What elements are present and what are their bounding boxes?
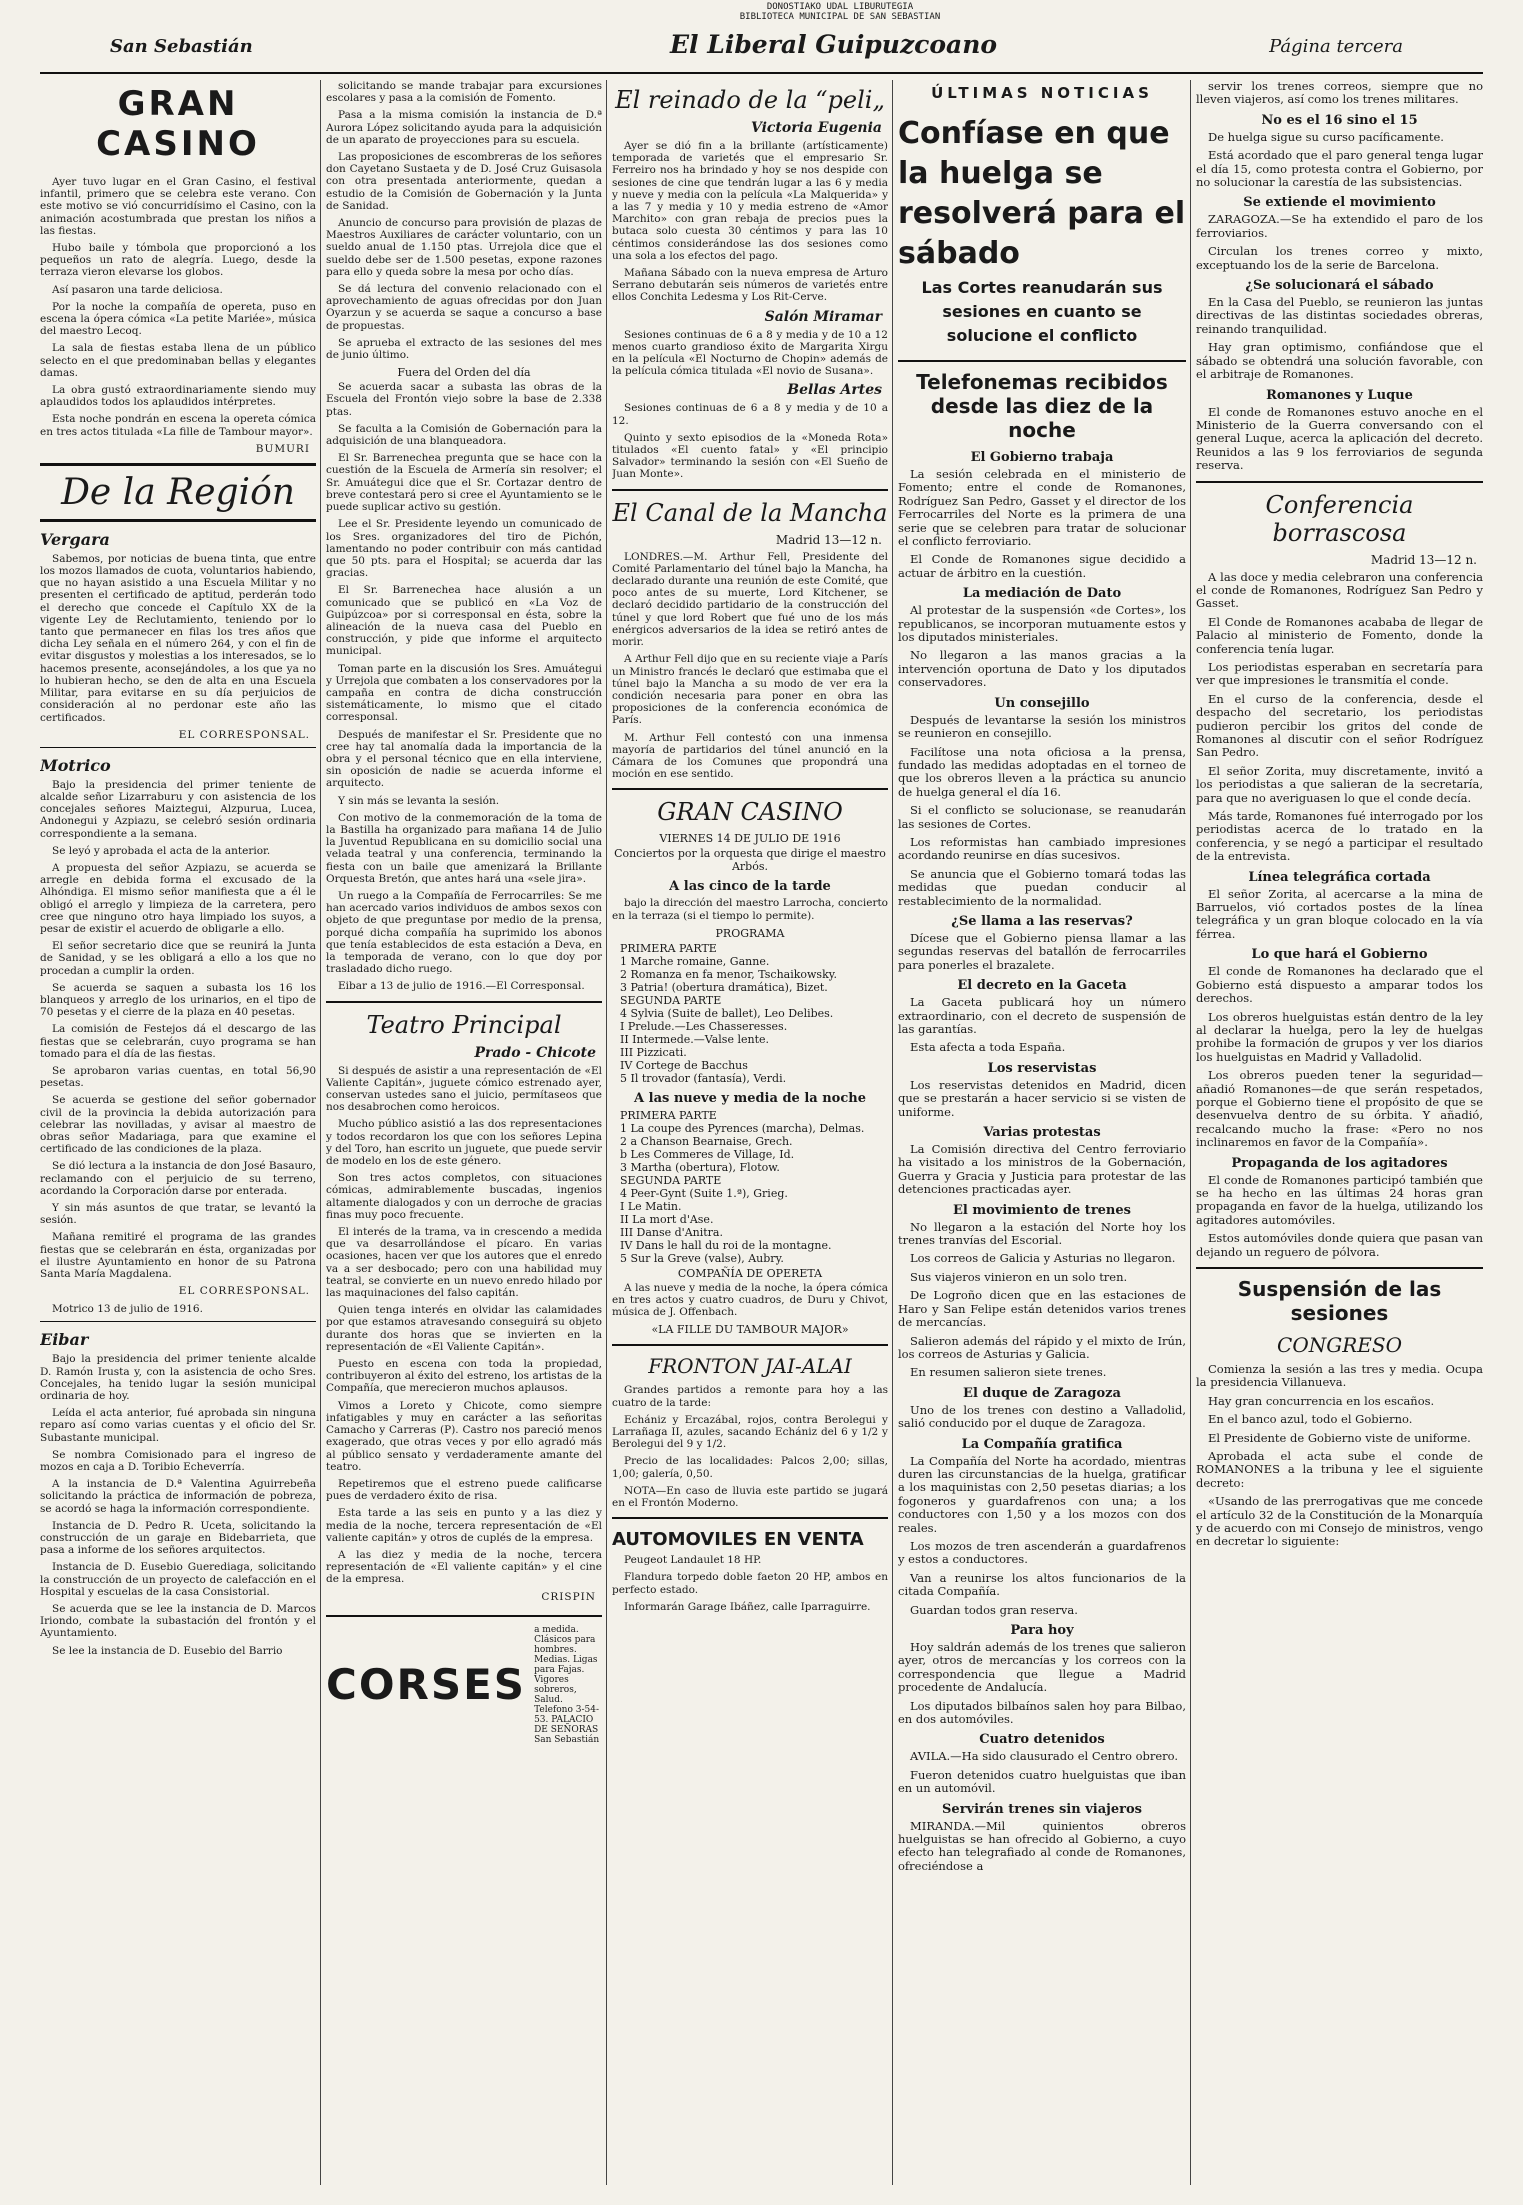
divider bbox=[40, 747, 316, 748]
news-subheading: Para hoy bbox=[1010, 1623, 1074, 1638]
news-subheading: El movimiento de trenes bbox=[953, 1202, 1131, 1218]
conferencia-title: Conferencia borrascosa bbox=[1265, 490, 1414, 547]
news-subheading: No es el 16 sino el 15 bbox=[1261, 112, 1418, 128]
eibar-heading: Eibar bbox=[40, 1330, 89, 1350]
news-paragraph: La Comisión directiva del Centro ferroviario ha visitado a los ministros de la Gobernación, Guerra y Gracia y Justicia para protestar de las detenciones practicadas ayer. bbox=[898, 1142, 1186, 1197]
region-section-title: De la Región bbox=[40, 463, 316, 522]
news-paragraph: Circulan los trenes correo y mixto, exceptuando los de la serie de Barcelona. bbox=[1196, 244, 1483, 272]
news-subheading: ¿Se solucionará el sábado bbox=[1245, 278, 1434, 294]
bellas-artes-heading: Bellas Artes bbox=[787, 382, 882, 399]
news-subheading: El duque de Zaragoza bbox=[963, 1385, 1121, 1401]
news-paragraph: Fueron detenidos cuatro huelguistas que iban en un automóvil. bbox=[898, 1767, 1186, 1796]
divider bbox=[612, 788, 888, 790]
fronton-note: NOTA—En caso de lluvia este partido se jugará en el Frontón Moderno. bbox=[612, 1484, 888, 1509]
news-paragraph: Facilítose una nota oficiosa a la prensa, fundado las medidas adoptadas en el torneo de que los obreros lleven a la práctica su anuncio de huelga general el día 16. bbox=[898, 744, 1186, 799]
news-paragraph: El conde de Romanones estuvo anoche en el Ministerio de la Guerra conversando con el general Luque, acerca la aplicación del decreto. Reunidos a las 9 los ferroviarios de segunda reserva. bbox=[1196, 404, 1483, 473]
news-paragraph: Estos automóviles donde quiera que pasan van dejando un reguero de pólvora. bbox=[1196, 1231, 1483, 1259]
column-divider bbox=[1190, 80, 1191, 2185]
victoria-eugenia-heading: Victoria Eugenia bbox=[750, 120, 882, 136]
news-subheading: La mediación de Dato bbox=[962, 586, 1122, 602]
column-divider bbox=[320, 80, 321, 2185]
dateline: Motrico 13 de julio de 1916. bbox=[52, 1303, 203, 1316]
column-5: servir los trenes correos, siempre que no lleven viajeros, así como los trenes militares. No es el 16 sino el 15 De huelga sigue su curso pacíficamente. Está acordado que el paro general tenga lugar el día 15, como protesta contra el Gobierno, por no solucionar la carestía de las subsistencias. Se extiende el movimiento ZARAGOZA.—Se ha extendido el paro de los ferroviarios. Circulan los trenes correo y mixto, exceptuando los de la serie de Barcelona. ¿Se solucionará el sábado En la Casa del Pueblo, se reunieron las juntas directivas de las distintas sociedades obreras, reinando tranquilidad. Hay gran optimismo, confiándose que el sábado se obtendrá una solución favorable, con el arbitraje de Romanones. Romanones y Luque El conde de Romanones estuvo anoche en el Ministerio de la Guerra conversando con el general Luque, acerca la aplicación del decreto. Reunidos a las 9 los ferroviarios de segunda reserva. Conferencia borrascosa Madrid 13—12 n. A las doce y media celebraron una conferencia el conde de Romanones, Rodríguez San Pedro y Gasset. El Conde de Romanones acababa de llegar de Palacio al ministerio de Fomento, donde la conferencia tenía lugar. Los periodistas esperaban en secretaría para ver que impresiones le transmitía el conde. En el curso de la conferencia, desde el despacho del secretario, los periodistas pudieron percibir los gritos del conde de Romanones al discutir con el señor Rodríguez San Pedro. El señor Zorita, muy discretamente, invitó a los periodistas a que salieran de la secretaría, para que no averiguasen lo que el conde decía. Más tarde, Romanones fué interrogado por los periodistas acerca de lo tratado en la conferencia, y se negó a participar el resultado de la entrevista. Línea telegráfica cortada El señor Zorita, al acercarse a la mina de Barruelos, vió cortados postes de la línea telegráfica y un gran bloque colocado en la vía férrea. Lo que hará el Gobierno El conde de Romanones ha declarado que el Gobierno está dispuesto a amparar todos los derechos. Los obreros huelguistas están dentro de la ley al declarar la huelga, pero la ley de huelgas prohibe la formación de grupos y ver los diarios los huelguistas en Madrid y Valladolid. Los obreros pueden tener la seguridad—añadió Romanones—de que serán respetados, porque el Gobierno tiene el propósito de que se desenvuelva dentro de su órbita. Y añadió, recalcando mucho la frase: «Pero no nos inclinaremos en favor de la Compañía». Propaganda de los agitadores El conde de Romanones participó también que se ha hecho en las últimas 24 horas gran propaganda en favor de la huelga, utilizando los agitadores automóviles. Estos automóviles donde quiera que pasan van dejando un reguero de pólvora. Suspensión de las sesiones CONGRESO Comienza la sesión a las tres y media. Ocupa la presidencia Villanueva. Hay gran concurrencia en los escaños. En el banco azul, todo el Gobierno. El Presidente de Gobierno viste de uniforme. Aprobada el acta sube el conde de ROMANONES a la tribuna y lee el siguiente decreto: «Usando de las prerrogativas que me concede el artículo 32 de la Constitución de la Monarquía y de acuerdo con mi Consejo de ministros, vengo en decretar lo siguiente: bbox=[1196, 80, 1483, 1549]
column-divider bbox=[606, 80, 607, 2185]
vergara-heading: Vergara bbox=[40, 529, 110, 549]
news-paragraph: Los reservistas detenidos en Madrid, dicen que se prestarán a hacer servicio si se visten de uniforme. bbox=[898, 1077, 1186, 1119]
corses-advertisement bbox=[326, 1615, 602, 1745]
news-subheading: Un consejillo bbox=[994, 695, 1090, 711]
news-subheading: Propaganda de los agitadores bbox=[1231, 1155, 1448, 1171]
column-divider bbox=[892, 80, 893, 2185]
column-3: El reinado de la “peli„ Victoria Eugenia Ayer se dió fin a la brillante (artísticamente) temporada de varietés que el empresario Sr. Ferreiro nos ha brindado y hoy se nos despide con sesiones de cine que tendrán lugar a las 6 y media y nueve y media con la película «La Malquerida» y a las 7 y media y 10 y media estreno de «Amor Marchito» con gran rebaja de precios pues la butaca solo cuesta 30 céntimos y para las 10 céntimos considerándose las dos sesiones como una sola a los efectos del pago. Mañana Sábado con la nueva empresa de Arturo Serrano debutarán seis números de varietés entre ellos Conchita Ledesma y Los Rit-Cerve. Salón Miramar Sesiones continuas de 6 a 8 y media y de 10 a 12 menos cuarto grandioso éxito de Margarita Xirgu en la película «El Nocturno de Chopin» además de la película cómica titulada «El novio de Susana». Bellas Artes Sesiones continuas de 6 a 8 y media y de 10 a 12. Quinto y sexto episodios de la «Moneda Rota» titulados «El cuento fatal» y «El principio Salvador» terminando la sesión con «El Sueño de Juan Monte». El Canal de la Mancha Madrid 13—12 n. LONDRES.—M. Arthur Fell, Presidente del Comité Parlamentario del túnel bajo la Mancha, ha declarado durante una reunión de este Comité, que poco antes de su muerte, Lord Kitchener, se declaró decidido partidario de la construcción del túnel y que lord Robert que fué uno de los más enérgicos adversarios de la idea se retiró antes de morir. A Arthur Fell dijo que en su reciente viaje a París un Ministro francés le declaró que estimaba que el túnel bajo la Mancha a su modo de ver era la condición necesaria para poner en obra las proposiciones de la conferencia económica de París. M. Arthur Fell contestó con una inmensa mayoría de partidarios del túnel anunció en la Cámara de los Comunes que propondrá una moción en ese sentido. GRAN CASINO VIERNES 14 DE JULIO DE 1916 Conciertos por la orquesta que dirige el maestro Arbós. A las cinco de la tarde bajo la dirección del maestro Larrocha, concierto en la terraza (si el tiempo lo permite). PROGRAMA PRIMERA PARTE 1 Marche romaine, Ganne. 2 Romanza en fa menor, Tschaikowsky. 3 Patria! (obertura dramática), Bizet. SEGUNDA PARTE 4 Sylvia (Suite de ballet), Leo Delibes. I Prelude.—Les Chasseresses. II Intermede.—Valse lente. III Pizzicati. IV Cortege de Bacchus 5 Il trovador (fantasía), Verdi. A las nueve y media de la noche PRIMERA PARTE 1 La coupe des Pyrences (marcha), Delmas. 2 a Chanson Bearnaise, Grech. b Les Commeres de Village, Id. 3 Martha (obertura), Flotow. SEGUNDA PARTE 4 Peer-Gynt (Suite 1.ª), Grieg. I Le Matin. II La mort d'Ase. III Danse d'Anitra. IV Dans le hall du roi de la montagne. 5 Sur la Greve (valse), Aubry. COMPAÑÍA DE OPERETA A las nueve y media de la noche, la ópera cómica en tres actos y cuatro cuadros, de Duru y Chivot, música de J. Offenbach. «LA FILLE DU TAMBOUR MAJOR» FRONTON JAI-ALAI Grandes partidos a remonte para hoy a las cuatro de la tarde: Echániz y Ercazábal, rojos, contra Berolegui y Larrañaga II, azules, sacando Echániz del 6 y 1/2 y Berolegui del 9 y 1/2. Precio de las localidades: Palcos 2,00; sillas, 1,00; galería, 0,50. NOTA—En caso de lluvia este partido se jugará en el Frontón Moderno. AUTOMOVILES EN VENTA Peugeot Landaulet 18 HP. Flandura torpedo doble faeton 20 HP, ambos en perfecto estado. Informarán Garage Ibáñez, calle Iparraguirre. bbox=[612, 86, 888, 1613]
news-paragraph: Al protestar de la suspensión «de Cortes», los republicanos, se incorporan mutuamente estos y los diputados ministeriales. bbox=[898, 603, 1186, 645]
divider bbox=[898, 360, 1186, 362]
news-paragraph: De huelga sigue su curso pacíficamente. bbox=[1208, 129, 1444, 144]
dateline: Madrid 13—12 n. bbox=[775, 532, 882, 547]
news-paragraph: Los reformistas han cambiado impresiones acordando reunirse en días sucesivos. bbox=[898, 834, 1186, 863]
news-paragraph: Hoy saldrán además de los trenes que salieron ayer, otros de mercancías y los correos con la correspondencia que llegue a Madrid procedente de Andalucía. bbox=[898, 1640, 1186, 1695]
news-paragraph: Salieron además del rápido y el mixto de Irún, los correos de Asturias y Galicia. bbox=[898, 1333, 1186, 1361]
news-subheading: Línea telegráfica cortada bbox=[1248, 869, 1431, 885]
news-subheading: Cuatro detenidos bbox=[979, 1732, 1105, 1748]
divider bbox=[612, 1517, 888, 1519]
news-subheading: Romanones y Luque bbox=[1266, 387, 1413, 403]
news-paragraph: Después de levantarse la sesión los ministros se reunieron en consejillo. bbox=[898, 712, 1186, 741]
divider bbox=[326, 1001, 602, 1003]
canal-mancha-title: El Canal de la Mancha bbox=[612, 498, 888, 527]
column-4 bbox=[898, 80, 1186, 2185]
news-subheading: ¿Se llama a las reservas? bbox=[951, 913, 1133, 929]
corses-ad-title: CORSES bbox=[326, 1660, 527, 1710]
news-paragraph: Los obreros pueden tener la seguridad—añadió Romanones—de que serán respetados, porque el Gobierno tiene el propósito de que se desenvuelva dentro de su órbita. Y añadió, recalcando mucho la frase: «Pero no nos inclinaremos en favor de la Compañía». bbox=[1196, 1068, 1483, 1150]
signature: BUMURI bbox=[255, 442, 310, 455]
news-paragraph: Los diputados bilbaínos salen hoy para Bilbao, en dos automóviles. bbox=[898, 1698, 1186, 1727]
news-subheading: La Compañía gratifica bbox=[961, 1436, 1123, 1452]
divider bbox=[1196, 1267, 1483, 1269]
news-paragraph: Se anuncia que el Gobierno tomará todas las medidas que puedan conducir al restablecimiento de la normalidad. bbox=[898, 866, 1186, 908]
news-subheading: El decreto en la Gaceta bbox=[957, 978, 1127, 994]
news-paragraph: Sus viajeros vinieron en un solo tren. bbox=[910, 1269, 1128, 1284]
sub-headline: Las Cortes reanudarán sus sesiones en cuanto se solucione el conflicto bbox=[921, 278, 1163, 345]
news-paragraph: Los obreros huelguistas están dentro de la ley al declarar la huelga, pero la ley de huelgas prohibe la formación de grupos y ver los diarios los huelguistas en Madrid y Valladolid. bbox=[1196, 1009, 1483, 1064]
news-subheading: Lo que hará el Gobierno bbox=[1251, 947, 1428, 963]
congreso-heading: CONGRESO bbox=[1277, 1333, 1402, 1357]
gran-casino-program-title: GRAN CASINO bbox=[657, 798, 843, 827]
news-paragraph: AVILA.—Ha sido clausurado el Centro obrero. bbox=[910, 1749, 1179, 1764]
news-paragraph: Los mozos de tren ascenderán a guardafrenos y estos a conductores. bbox=[898, 1538, 1186, 1567]
suspension-title: Suspensión de las sesiones bbox=[1237, 1277, 1442, 1325]
signature: EL CORRESPONSAL. bbox=[178, 1285, 310, 1298]
telefonemas-title: Telefonemas recibidos desde las diez de la noche bbox=[916, 370, 1168, 442]
eibar-continued: solicitando se mande trabajar para excursiones escolares y pasa a la comisión de Fomento. Pasa a la misma comisión la instancia de D.ª Aurora López solicitando ayuda para la adquisición de un aparato de proyecciones para su escuela. Las proposiciones de escombreras de los señores don Cayetano Sustaeta y de D. José Cruz Guisasola con otra presentada anteriormente, quedan a estudio de la Comisión de Gobernación y la Junta de Sanidad. Anuncio de concurso para provisión de plazas de Maestros Auxiliares de carácter voluntario, con un sueldo anual de 1.150 ptas. Urrejola dice que el sueldo debe ser de 1.500 pesetas, expone razones para ello y queda sobre la mesa por ocho días. Se dá lectura del convenio relacionado con el aprovechamiento de aguas ofrecidas por don Juan Oyarzun y se acuerda se saque a concurso a base de propuestas. Se aprueba el extracto de las sesiones del mes de junio último. Fuera del Orden del día Se acuerda sacar a subasta las obras de la Escuela del Frontón viejo sobre la base de 2.338 ptas. Se faculta a la Comisión de Gobernación para la adquisición de una blanqueadora. El Sr. Barrenechea pregunta que se hace con la cuestión de la Escuela de Armería sin resolver; el Sr. Amuátegui dice que el Sr. Cortazar dentro de breve contestará pero si cree el Ayuntamiento se le puede suplicar activo su gestión. Lee el Sr. Presidente leyendo un comunicado de los Sres. organizadores del tiro de Pichón, lamentando no poder contribuir con más cantidad que 50 pts. para el Hospital; se acuerda dar las gracias. El Sr. Barrenechea hace alusión a un comunicado que se publicó en «La Voz de Guipúzcoa» por si corresponsal en ésta, sobre la alineación de la nueva casa del Pueblo en construcción, y pide que informe el arquitecto municipal. Toman parte en la discusión los Sres. Amuátegui y Urrejola que combaten a los conservadores por la campaña en contra de dicha construcción sistemáticamente, lo mismo que el citado corresponsal. Después de manifestar el Sr. Presidente que no cree hay tal anomalía dada la importancia de la obra y el personal técnico que en ella interviene, sin oposición de nadie se acuerda informe el arquitecto. Y sin más se levanta la sesión. Con motivo de la conmemoración de la toma de la Bastilla ha organizado para mañana 14 de Julio la Juventud Republicana en su domicilio social una velada teatral y una conferencia, terminando la fiesta con un baile que amenizará la Brillante Orquesta Bretón, que antes hará una «sele jira». Un ruego a la Compañía de Ferrocarriles: Se me han acercado varios individuos de ambos sexos con objeto de que preguntase por medio de la prensa, porqué dicha compañía ha suprimido los abonos que tenía establecidos de esta estación a Deva, en la temporada de verano, con lo que doy por trasladado dicho ruego. Eibar a 13 de julio de 1916.—El Corresponsal. bbox=[326, 80, 602, 993]
news-paragraph: En resumen salieron siete trenes. bbox=[910, 1365, 1107, 1380]
news-paragraph: Los correos de Galicia y Asturias no llegaron. bbox=[910, 1251, 1176, 1266]
divider bbox=[612, 489, 888, 491]
corses-ad-text: a medida. Clásicos para hombres. Medias. Ligas para Fajas. Vigores sobreros, Salud. Telefono 3-54-53. PALACIO DE SEÑORAS San Sebastián bbox=[534, 1624, 600, 1745]
news-paragraph: La sesión celebrada en el ministerio de Fomento; entre el conde de Romanones, Rodríguez San Pedro, Gasset y el director de los Ferrocarriles del Norte es la primera de una serie que se celebren para tratar de solucionar el conflicto ferroviario. bbox=[898, 467, 1186, 549]
masthead-city: San Sebastián bbox=[110, 36, 253, 57]
news-paragraph: La Compañía del Norte ha acordado, mientras duren las circunstancias de la huelga, gratificar a los maquinistas con 2,50 pesetas diarias; a los fogoneros y guardafrenos con una; a los conductores con 1,50 y a los mozos con dos reales. bbox=[898, 1453, 1186, 1535]
news-paragraph: Hay gran optimismo, confiándose que el sábado se obtendrá una solución favorable, con el arbitraje de Romanones. bbox=[1196, 340, 1483, 382]
news-paragraph: Dícese que el Gobierno piensa llamar a las segundas reservas del batallón de ferrocarriles para ponerles el brazalete. bbox=[898, 930, 1186, 972]
column-2: solicitando se mande trabajar para excursiones escolares y pasa a la comisión de Fomento. Pasa a la misma comisión la instancia de D.ª Aurora López solicitando ayuda para la adquisición de un aparato de proyecciones para su escuela. Las proposiciones de escombreras de los señores don Cayetano Sustaeta y de D. José Cruz Guisasola con otra presentada anteriormente, quedan a estudio de la Comisión de Gobernación y la Junta de Sanidad. Anuncio de concurso para provisión de plazas de Maestros Auxiliares de carácter voluntario, con un sueldo anual de 1.150 ptas. Urrejola dice que el sueldo debe ser de 1.500 pesetas, expone razones para ello y queda sobre la mesa por ocho días. Se dá lectura del convenio relacionado con el aprovechamiento de aguas ofrecidas por don Juan Oyarzun y se acuerda se saque a concurso a base de propuestas. Se aprueba el extracto de las sesiones del mes de junio último. Fuera del Orden del día Se acuerda sacar a subasta las obras de la Escuela del Frontón viejo sobre la base de 2.338 ptas. Se faculta a la Comisión de Gobernación para la adquisición de una blanqueadora. El Sr. Barrenechea pregunta que se hace con la cuestión de la Escuela de Armería sin resolver; el Sr. Amuátegui dice que el Sr. Cortazar dentro de breve contestará pero si cree el Ayuntamiento se le puede suplicar activo su gestión. Lee el Sr. Presidente leyendo un comunicado de los Sres. organizadores del tiro de Pichón, lamentando no poder contribuir con más cantidad que 50 pts. para el Hospital; se acuerda dar las gracias. El Sr. Barrenechea hace alusión a un comunicado que se publicó en «La Voz de Guipúzcoa» por si corresponsal en ésta, sobre la alineación de la nueva casa del Pueblo en construcción, y pide que informe el arquitecto municipal. Toman parte en la discusión los Sres. Amuátegui y Urrejola que combaten a los conservadores por la campaña en contra de dicha construcción sistemáticamente, lo mismo que el citado corresponsal. Después de manifestar el Sr. Presidente que no cree hay tal anomalía dada la importancia de la obra y el personal técnico que en ella interviene, sin oposición de nadie se acuerda informe el arquitecto. Y sin más se levanta la sesión. Con motivo de la conmemoración de la toma de la Bastilla ha organizado para mañana 14 de Julio la Juventud Republicana en su domicilio social una velada teatral y una conferencia, terminando la fiesta con un baile que amenizará la Brillante Orquesta Bretón, que antes hará una «sele jira». Un ruego a la Compañía de Ferrocarriles: Se me han acercado varios individuos de ambos sexos con objeto de que preguntase por medio de la prensa, porqué dicha compañía ha suprimido los abonos que tenía establecidos de esta estación a Deva, en la temporada de verano, con lo que doy por trasladado dicho ruego. Eibar a 13 de julio de 1916.—El Corresponsal. Teatro Principal Prado - Chicote Si después de asistir a una representación de «El Valiente Capitán», juguete cómico estrenado ayer, conservan ustedes sano el juicio, permítaseos que nos desabrochen como heroicos. Mucho público asistió a las dos representaciones y todos recordaron los que con los señores Lepina y del Toro, han escrito un juguete, que puede servir de modelo en los de este género. Son tres actos completos, con situaciones cómicas, admirablemente buscadas, ingenios altamente dialogados y con un derroche de gracias finas muy poco frecuente. El interés de la trama, va in crescendo a medida que va desarrollándose el pícaro. En varias ocasiones, hacen ver que los autores que el enredo va a ser desbocado; pero con una habilidad muy teatral, se convierte en un nuevo enredo hilado por las maquinaciones del falso capitán. Quien tenga interés en olvidar las calamidades por que estamos atravesando conseguirá su objeto durante dos horas que se invierten en la representación de «El Valiente Capitán». Puesto en escena con toda la propiedad, contribuyeron al éxito del estreno, los artistas de la Compañía, que merecieron muchos aplausos. Vimos a Loreto y Chicote, como siempre infatigables y muy en carácter a las señoritas Camacho y Carreras (P). Castro nos pareció menos exagerado, que otras veces y por ello agradó más al público sensato y verdaderamente amante del teatro. Repetiremos que el estreno puede calificarse pues de verdadero éxito de risa. Esta tarde a las seis en punto y a las diez y media de la noche, tercera representación de «El valiente capitán» y otros de cuplés de la empresa. A las diez y media de la noche, tercera representación de «El valiente capitán» y el cine de la empresa. CRISPIN CORSES a medida. Clásicos para hombres. Medias. Ligas para Fajas. Vigores sobreros, Salud. Telefono 3-54-53. PALACIO DE SEÑORAS San Sebastián bbox=[326, 80, 602, 1745]
byline: Prado - Chicote bbox=[474, 1044, 596, 1061]
divider bbox=[1196, 481, 1483, 483]
news-paragraph: Van a reunirse los altos funcionarios de la citada Compañía. bbox=[898, 1570, 1186, 1599]
news-paragraph: El Conde de Romanones sigue decidido a actuar de árbitro en la cuestión. bbox=[898, 552, 1186, 580]
news-paragraph: Está acordado que el paro general tenga lugar el día 15, como protesta contra el Gobierno, por no solucionar la carestía de las subsistencias. bbox=[1196, 148, 1483, 190]
news-subheading: Servirán trenes sin viajeros bbox=[942, 1801, 1142, 1817]
news-sections bbox=[1196, 870, 1483, 1259]
news-paragraph: El conde de Romanones ha declarado que el Gobierno está dispuesto a amparar todos los derechos. bbox=[1196, 964, 1483, 1006]
news-subheading: Se extiende el movimiento bbox=[1243, 195, 1436, 211]
dateline: Madrid 13—12 n. bbox=[1370, 552, 1477, 567]
motrico-heading: Motrico bbox=[40, 755, 111, 775]
news-paragraph: El señor Zorita, al acercarse a la mina de Barruelos, vió cortados postes de la línea telegráfica y un gran bloque colocado en la vía férrea. bbox=[1196, 886, 1483, 941]
masthead bbox=[40, 28, 1483, 74]
peli-title: El reinado de la “peli„ bbox=[615, 86, 885, 114]
signature: CRISPIN bbox=[541, 1590, 596, 1603]
news-paragraph: Guardan todos gran reserva. bbox=[910, 1602, 1078, 1617]
signature: EL CORRESPONSAL. bbox=[178, 728, 310, 741]
fronton-title: FRONTON JAI-ALAI bbox=[648, 1354, 852, 1379]
news-paragraph: De Logroño dicen que en las estaciones de Haro y San Felipe están detenidos varios trenes de mercancías. bbox=[898, 1288, 1186, 1330]
news-subheading: El Gobierno trabaja bbox=[970, 450, 1114, 465]
news-subheading: Los reservistas bbox=[987, 1060, 1097, 1076]
divider bbox=[40, 1321, 316, 1322]
news-paragraph: Uno de los trenes con destino a Valladolid, salió conducido por el duque de Zaragoza. bbox=[898, 1402, 1186, 1431]
teatro-principal-title: Teatro Principal bbox=[366, 1010, 562, 1039]
ultimas-noticias-banner: ÚLTIMAS NOTICIAS bbox=[931, 84, 1153, 102]
news-sections bbox=[1196, 113, 1483, 473]
archive-stamp: DONOSTIAKO UDAL LIBURUTEGIA BIBLIOTECA MUNICIPAL DE SAN SEBASTIAN bbox=[739, 2, 941, 22]
main-headline: Confíase en que la huelga se resolverá para el sábado bbox=[898, 116, 1186, 271]
salon-miramar-heading: Salón Miramar bbox=[764, 308, 882, 325]
auto-ad-title: AUTOMOVILES EN VENTA bbox=[612, 1529, 864, 1551]
news-sections bbox=[898, 450, 1186, 1873]
news-subheading: Varias protestas bbox=[983, 1125, 1101, 1141]
news-paragraph: El conde de Romanones participó también que se ha hecho en las últimas 24 horas gran propaganda en favor de la huelga, utilizando los agitadores automóviles. bbox=[1196, 1172, 1483, 1227]
news-paragraph: Si el conflicto se solucionase, se reanudarán las sesiones de Cortes. bbox=[898, 803, 1186, 831]
news-paragraph: La Gaceta publicará hoy un número extraordinario, con el decreto de suspensión de las garantías. bbox=[898, 995, 1186, 1036]
news-paragraph: ZARAGOZA.—Se ha extendido el paro de los ferroviarios. bbox=[1196, 212, 1483, 240]
night-program: PRIMERA PARTE 1 La coupe des Pyrences (marcha), Delmas. 2 a Chanson Bearnaise, Grech. b Les Commeres de Village, Id. 3 Martha (obertura), Flotow. SEGUNDA PARTE 4 Peer-Gynt (Suite 1.ª), Grieg. I Le Matin. II La mort d'Ase. III Danse d'Anitra. IV Dans le hall du roi de la montagne. 5 Sur la Greve (valse), Aubry. bbox=[620, 1108, 865, 1265]
news-paragraph: No llegaron a las manos gracias a la intervención oportuna de Dato y los diputados conservadores. bbox=[898, 648, 1186, 690]
newspaper-title: El Liberal Guipuzcoano bbox=[670, 30, 998, 59]
program-date: VIERNES 14 DE JULIO DE 1916 bbox=[659, 832, 841, 846]
news-paragraph: MIRANDA.—Mil quinientos obreros huelguistas se han ofrecido al Gobierno, a cuyo efecto han telegrafiado al conde de Romanones, ofreciéndose a bbox=[898, 1818, 1186, 1873]
page-number: Página tercera bbox=[1269, 36, 1403, 57]
news-paragraph: No llegaron a la estación del Norte hoy los trenes tranvías del Escorial. bbox=[898, 1219, 1186, 1248]
afternoon-program: PRIMERA PARTE 1 Marche romaine, Ganne. 2 Romanza en fa menor, Tschaikowsky. 3 Patria! (obertura dramática), Bizet. SEGUNDA PARTE 4 Sylvia (Suite de ballet), Leo Delibes. I Prelude.—Les Chasseresses. II Intermede.—Valse lente. III Pizzicati. IV Cortege de Bacchus 5 Il trovador (fantasía), Verdi. bbox=[620, 941, 837, 1085]
news-paragraph: En la Casa del Pueblo, se reunieron las juntas directivas de las distintas sociedades obreras, reinando tranquilidad. bbox=[1196, 295, 1483, 336]
column-1: GRAN CASINO Ayer tuvo lugar en el Gran Casino, el festival infantil, primero que se celebra este verano. Con este motivo se vió concurridísimo el Casino, con la animación acostumbrada que prestan los niños a las fiestas. Hubo baile y tómbola que proporcionó a los pequeños un rato de alegría. Luego, desde la terraza vieron elevarse los globos. Así pasaron una tarde deliciosa. Por la noche la compañía de opereta, puso en escena la ópera cómica «La petite Mariée», música del maestro Lecoq. La sala de fiestas estaba llena de un público selecto en el que predominaban bellas y elegantes damas. La obra gustó extraordinariamente siendo muy aplaudidos todos los aplaudidos intérpretes. Esta noche pondrán en escena la opereta cómica en tres actos titulada «La fille de Tambour mayor». BUMURI De la Región Vergara Sabemos, por noticias de buena tinta, que entre los mozos llamados de cuota, voluntarios habiendo, que no hayan asistido a una Escuela Militar y no presenten el certificado de aptitud, perderán todo el derecho que concede el Capítulo XX de la vigente Ley de Reclutamiento, teniendo por lo tanto que permanecer en filas los tres años que dicha Ley señala en el número 264, y con el fin de evitar disgustos y molestias a los interesados, se lo hacemos presente, aconsejándoles, a los que ya no lo hubieran hecho, se den de alta en una Escuela Militar, para evitarse en su día perjuicios de consideración al no perdonar este año las certificados. EL CORRESPONSAL. Motrico Bajo la presidencia del primer teniente de alcalde señor Lizarraburu y con asistencia de los concejales señores Maiztegui, Alzpurua, Lucea, Andonegui y Azpiazu, se celebró sesión ordinaria correspondiente a la semana. Se leyó y aprobada el acta de la anterior. A propuesta del señor Azpiazu, se acuerda se arregle en debida forma el excusado de la Alhóndiga. El mismo señor manifiesta que a él le obligó el arreglo y limpieza de la carretera, pero cree que ninguno otro haya limpiado los suyos, a pesar de existir el acuerdo de obligarle a ello. El señor secretario dice que se reunirá la Junta de Sanidad, y se les obligará a ello a los que no procedan a cumplir la orden. Se acuerda se saquen a subasta los 16 los blanqueos y arreglo de los urinarios, en el tipo de 70 pesetas y el cierre de la plaza en 40 pesetas. La comisión de Festejos dá el descargo de las fiestas que se celebrarán, cuyo programa se han tomado para el día de las fiestas. Se aprobaron varias cuentas, en total 56,90 pesetas. Se acuerda se gestione del señor gobernador civil de la provincia la debida autorización para celebrar las novilladas, y avisar al maestro de obras señor Madariaga, para que examine el certificado de las condiciones de la plaza. Se dió lectura a la instancia de don José Basauro, reclamando con el perjuicio de su terreno, acordando la Corporación darse por enterada. Y sin más asuntos de que tratar, se levantó la sesión. Mañana remitiré el programa de las grandes fiestas que se celebrarán en ésta, organizadas por el ilustre Ayuntamiento en honor de su Patrona Santa María Magdalena. EL CORRESPONSAL. Motrico 13 de julio de 1916. Eibar Bajo la presidencia del primer teniente alcalde D. Ramón Irusta y, con la asistencia de ocho Sres. Concejales, ha tenido lugar la sesión municipal ordinaria de hoy. Leída el acta anterior, fué aprobada sin ninguna reparo así como varias cuentas y el oficio del Sr. Subastante municipal. Se nombra Comisionado para el ingreso de mozos en caja a D. Toribio Echeverría. A la instancia de D.ª Valentina Aguirrebeña solicitando la práctica de información de pobreza, se acordó se haga la información correspondiente. Instancia de D. Pedro R. Uceta, solicitando la construcción de un garaje en Bidebarrieta, que pasa a informe de los señores arquitectos. Instancia de D. Eusebio Guerediaga, solicitando la construcción de un proyecto de calefacción en el Hospital y escuelas de la casa Consistorial. Se acuerda que se lee la instancia de D. Marcos Iriondo, combate la subastación del frontón y el Ayuntamiento. Se lee la instancia de D. Eusebio del Barrio bbox=[40, 84, 316, 1657]
news-paragraph: Esta afecta a toda España. bbox=[910, 1040, 1066, 1055]
gran-casino-article: Ayer tuvo lugar en el Gran Casino, el festival infantil, primero que se celebra este verano. Con este motivo se vió concurridísimo el Casino, con la animación acostumbrada que prestan los niños a las fiestas. Hubo baile y tómbola que proporcionó a los pequeños un rato de alegría. Luego, desde la terraza vieron elevarse los globos. Así pasaron una tarde deliciosa. Por la noche la compañía de opereta, puso en escena la ópera cómica «La petite Mariée», música del maestro Lecoq. La sala de fiestas estaba llena de un público selecto en el que predominaban bellas y elegantes damas. La obra gustó extraordinariamente siendo muy aplaudidos todos los aplaudidos intérpretes. Esta noche pondrán en escena la opereta cómica en tres actos titulada «La fille de Tambour mayor». bbox=[40, 176, 316, 438]
gran-casino-title: GRAN CASINO bbox=[96, 84, 260, 164]
divider bbox=[612, 1344, 888, 1346]
